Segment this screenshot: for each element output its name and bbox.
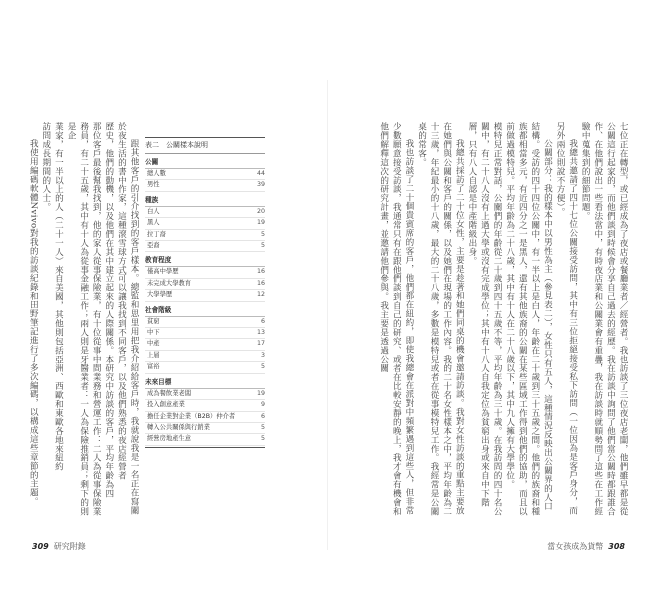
table-section-heading: 社會階級: [145, 302, 265, 317]
right-paragraph-6: 我也訪談了二十個貴賓席的客戶，他們都在紐約，即使我總會在派對中頻繁遇到這些人，但非常少數願意接受訪談，我通常只有在跟他們談到自己的研究、或者在比較安靜的晚上，我才會有機會和他們解釋這次的研究計畫，並邀請他們參與。我主要是透過公關: [378, 122, 414, 516]
right-page-number: 308: [608, 542, 625, 551]
right-paragraph-1: 七位正在轉型，或已經成為了夜店或餐廳業者／經營者。我也訪談了三位夜店老闆，他們雖早都是從公關這行起家的，而他們談到時候會分享自己過去的經歷。我在訪談中詢問了他們當公關時都跟誰合作、在他們說出一些看法當中，有時夜店業和公關業會有重疊，我在訪談時就順勢問了這些在工作經驗中蒐集到的細節問題。: [580, 122, 628, 516]
table-row: 上層 3: [145, 351, 265, 362]
left-paragraph-3: 歷史，他們的動機，以及他們在其中建立起來的人際關係。本研究中訪談的客戶，平均年齡為四: [103, 122, 114, 498]
table-row: 富裕 5: [145, 362, 265, 373]
table-section-heading: 未來目標: [145, 374, 265, 389]
table-row: 白人 20: [145, 207, 265, 218]
table-row: 黑人 19: [145, 218, 265, 229]
table-row: 僅高中學歷 16: [145, 267, 265, 278]
table-row: 經營房地產生意 5: [145, 434, 265, 445]
table-section-heading: 種族: [145, 192, 265, 207]
right-paragraph-5: 我總共採訪了二十位女性，主要是趁著和她們同桌的機會邀請訪談。我對女性訪談的重點主要放在她們與公關和客戶的關係，以及她們在現場的工作內容。我的二十名女性樣本之中，平均年齡為二十三歲，年紀最小的十八歲，最大的二十八歲，多數是模特兒或者在從事模特兒工作。我經常是公關桌的常客。: [416, 122, 465, 516]
left-folio: [32, 541, 86, 552]
table-bottom-rule: [145, 447, 265, 448]
right-page-body: [378, 122, 629, 517]
table-row: 亞裔 5: [145, 241, 265, 252]
table-row: 中下 13: [145, 328, 265, 339]
left-paragraph-2: 於夜生活的書中作家，這種滾雪球方式可以讓我找到不同客戶，以及他們熟悉的夜店經營者: [116, 122, 127, 480]
table-row: 貧窮 6: [145, 317, 265, 328]
right-paragraph-3: 公關部分：我的樣本中以男性為主（參見表二），女性只有五人，這種情況反映出公關界的人口結構。受訪的四十四位公關中，有一半以上是白人，年齡在二十歲到三十五歲之間。他們的族裔和種族都相當多元，有近四分之一是黑人，還有其他族裔的公關在某些區域工作得到他們的協助，而且以前做過模特兒。平均年齡為二十八歲，其中有十人在二十八歲以下，其中九人擁有大學學位。: [504, 122, 553, 516]
right-paragraph-2: 我總共邀請了四十七位公關接受訪問，其中有三位拒絕接受私下訪問（一位因為是客戶身分，而另外兩位則說不方便）。: [555, 122, 578, 516]
left-paragraph-5: 業家，有一半以上的人（二十一人）來自美國，其他則包括亞洲、西歐和東歐各地來紐約: [53, 122, 64, 472]
left-paragraph-1: 跟其他客戶的引介找到的客戶樣本。總監和思里用把我介紹給客戶時，我就說我是一名正在寫關: [129, 139, 139, 516]
table-row: 未完成大學教育 16: [145, 279, 265, 290]
table-row: 男性 39: [145, 180, 265, 191]
table-row: 投入創意產業 9: [145, 400, 265, 411]
table-row: 轉入公共關係與行銷業 5: [145, 423, 265, 434]
table-section-heading: 教育程度: [145, 252, 265, 267]
left-page: [0, 0, 327, 609]
sample-table: [145, 137, 265, 448]
left-page-number: 309: [32, 542, 49, 551]
table-section-heading: 公關: [145, 154, 265, 169]
right-running-head: 當女孩成為貨幣: [547, 542, 604, 551]
left-paragraph-6: 訪問成長期間的人士。: [40, 122, 51, 212]
right-paragraph-4: 模特兒正常對話，公關們的年齡從二十歲到四十五歲不等，平均年齡為三十歲。在我訪問的四十名公關中，有二十八人沒有上過大學或沒有完成學位；其中有十八人自我定位為貧窮出身或來自中下階層，只有八人自認是中產階級出身。: [466, 122, 503, 516]
left-paragraph-7: 我使用編碼軟體Nvivo對我的訪談紀錄和田野筆記進行了多次編碼，以構成這些章節的主題。: [28, 139, 39, 507]
left-running-head: 研究附錄: [53, 542, 86, 551]
table-row: 擔任企業對企業（B2B）仲介者 6: [145, 412, 265, 423]
left-paragraph-4: 那位客戶最後幫我找到，他的家人從事保險業，有十位從事中間業務和營運工作：二人為從事保險業務員，有二十五歲，其中有十人為從事金融工作；兩人則是牙醫業者：一人為保險推銷員；剩下的則是企: [66, 122, 102, 516]
table-row: 中產 17: [145, 339, 265, 350]
table-title: 表二 公關樣本說明: [145, 137, 265, 154]
table-row: 拉丁裔 5: [145, 230, 265, 241]
table-row: 成為餐飲業老闆 19: [145, 389, 265, 400]
table-row: 總人數 44: [145, 169, 265, 180]
left-page-body: [30, 122, 140, 517]
table-row: 大學學歷 12: [145, 290, 265, 301]
right-folio: [547, 541, 625, 552]
